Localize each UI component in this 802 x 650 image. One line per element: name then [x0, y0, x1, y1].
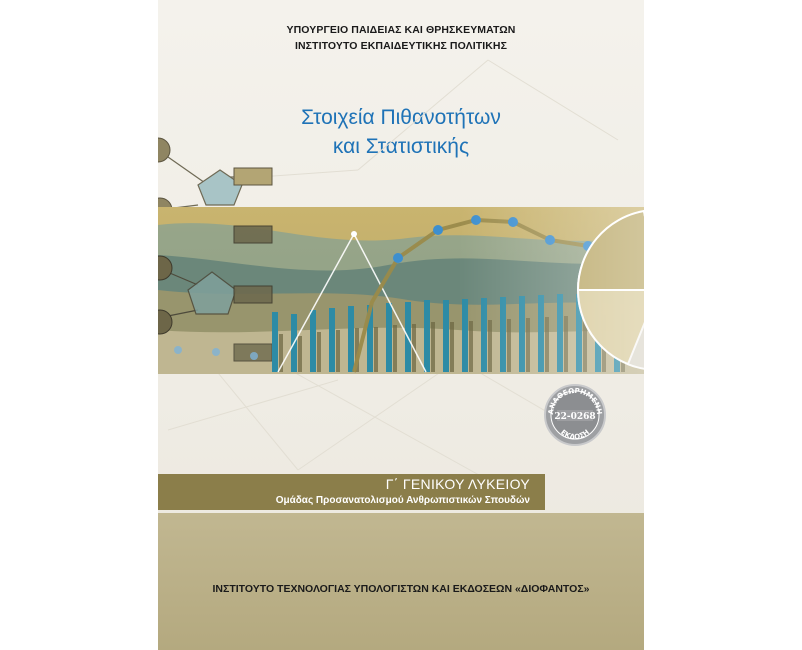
grade-level: Γ΄ ΓΕΝΙΚΟΥ ΛΥΚΕΙΟΥ — [385, 476, 530, 492]
institute-name: ΙΝΣΤΙΤΟΥΤΟ ΕΚΠΑΙΔΕΥΤΙΚΗΣ ΠΟΛΙΤΙΚΗΣ — [294, 40, 508, 52]
bar — [443, 300, 449, 372]
stamp-top-text: ΑΝΑΘΕΩΡΗΜΕΝΗ — [546, 386, 604, 415]
book-cover — [158, 0, 644, 650]
bottom-block — [158, 513, 644, 650]
band-highlight — [458, 207, 644, 374]
bar-shadow — [298, 336, 302, 372]
stamp-code: 22-0268 — [554, 412, 596, 422]
bar — [386, 303, 392, 372]
ministry-name: ΥΠΟΥΡΓΕΙΟ ΠΑΙΔΕΙΑΣ ΚΑΙ ΘΡΗΣΚΕΥΜΑΤΩΝ — [286, 24, 516, 36]
stamp-bottom-text: ΕΚΔΟΣΗ — [559, 428, 591, 442]
bar-shadow — [317, 332, 321, 372]
bar — [348, 306, 354, 372]
revised-edition-stamp — [543, 383, 607, 447]
bar-shadow — [336, 330, 340, 372]
orientation-group: Ομάδας Προσανατολισμού Ανθρωπιστικών Σπουδών — [275, 495, 530, 506]
book-title-line-2: και Στατιστικής — [332, 135, 470, 158]
bar-shadow — [393, 325, 397, 372]
bar — [310, 310, 316, 372]
bar — [424, 300, 430, 372]
bar-shadow — [431, 322, 435, 372]
bar — [272, 312, 278, 372]
bar-shadow — [374, 327, 378, 372]
triangle-peak-point — [351, 231, 357, 237]
bar-shadow — [450, 322, 454, 372]
bar — [329, 308, 335, 372]
book-title-line-1: Στοιχεία Πιθανοτήτων — [301, 106, 501, 129]
publisher-name: ΙΝΣΤΙΤΟΥΤΟ ΤΕΧΝΟΛΟΓΙΑΣ ΥΠΟΛΟΓΙΣΤΩΝ ΚΑΙ ΕΚΔΟΣΕΩΝ «ΔΙΟΦΑΝΤΟΣ» — [212, 583, 590, 595]
